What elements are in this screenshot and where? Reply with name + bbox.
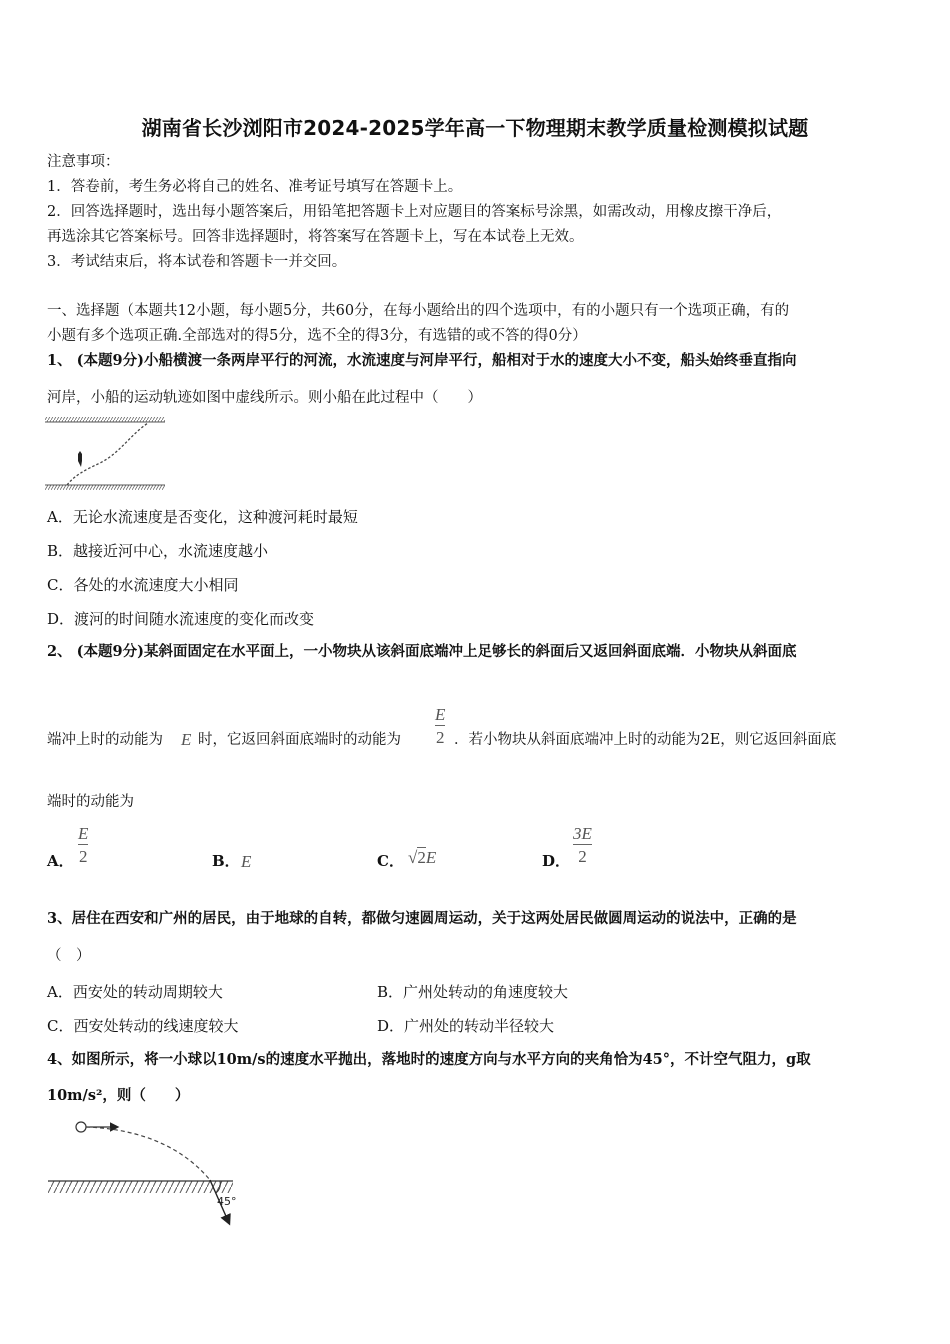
q2-option-b-label: B．: [212, 852, 240, 870]
question-2-text-b: 时，它返回斜面底端时的动能为: [198, 732, 401, 748]
bottom-bank: [45, 485, 165, 490]
boat-icon: [78, 451, 82, 467]
question-4-text-cont: 10m/s²，则（ ）: [47, 1087, 190, 1104]
question-1-text: 1、 (本题9分)小船横渡一条两岸平行的河流，水流速度与河岸平行，船相对于水的速度大小不变，船头始终垂直指向: [47, 352, 797, 369]
question-2-text-c: ．若小物块从斜面底端冲上时的动能为2E，则它返回斜面底: [454, 732, 837, 748]
question-1-text-cont: 河岸，小船的运动轨迹如图中虚线所示。则小船在此过程中（ ）: [47, 390, 482, 406]
projectile-figure: [45, 1115, 240, 1235]
section-heading: 一、选择题（本题共12小题，每小题5分，共60分，在每小题给出的四个选项中，有的小题只有一个选项正确，有的: [47, 303, 790, 319]
radical-argument: 2: [417, 848, 426, 867]
q3-option-d: D．广州处的转动半径较大: [377, 1017, 555, 1035]
ground: [48, 1181, 233, 1193]
angle-label: 45°: [217, 1195, 237, 1208]
q2-option-b-value: E: [241, 852, 252, 871]
question-4-text: 4、如图所示，将一小球以10m/s的速度水平抛出，落地时的速度方向与水平方向的夹角恰为45°，不计空气阻力，g取: [47, 1051, 811, 1068]
option-d-denominator: 2: [578, 847, 587, 866]
radical-sign: √: [408, 848, 418, 867]
notice-item-3: 3．考试结束后，将本试卷和答题卡一并交回。: [47, 254, 347, 270]
q2-option-c-value: [408, 848, 436, 868]
q2-option-a-value: [78, 824, 88, 866]
q2-option-c-label: C．: [377, 852, 404, 870]
fraction-e-over-2: [435, 705, 445, 747]
q1-option-d: D．渡河的时间随水流速度的变化而改变: [47, 610, 315, 628]
q2-option-d-label: D．: [542, 852, 571, 870]
fraction-denominator: 2: [435, 728, 445, 747]
question-3-text: 3、居住在西安和广州的居民，由于地球的自转，都做匀速圆周运动，关于这两处居民做圆周运动的说法中，正确的是: [47, 910, 797, 927]
notice-heading: 注意事项：: [47, 154, 120, 170]
ball-icon: [76, 1122, 86, 1132]
option-a-denominator: 2: [78, 847, 88, 866]
notice-item-1: 1．答卷前，考生务必将自己的姓名、准考证号填写在答题卡上。: [47, 179, 463, 195]
question-2-text-cont: 端时的动能为: [47, 794, 134, 810]
fraction-numerator: E: [435, 705, 446, 724]
q1-option-c: C．各处的水流速度大小相同: [47, 576, 239, 594]
notice-item-2: 2．回答选择题时，选出每小题答案后，用铅笔把答题卡上对应题目的答案标号涂黑，如需改动，用橡皮擦干净后，: [47, 204, 782, 220]
section-heading-cont: 小题有多个选项正确.全部选对的得5分，选不全的得3分，有选错的或不答的得0分）: [47, 328, 587, 344]
trajectory-path: [86, 1127, 210, 1180]
radical-multiplier: E: [425, 848, 437, 867]
q1-option-a: A．无论水流速度是否变化，这种渡河耗时最短: [47, 508, 358, 526]
q3-option-b: B．广州处转动的角速度较大: [377, 983, 569, 1001]
question-2-text-a: 端冲上时的动能为: [47, 732, 163, 748]
q1-option-b: B．越接近河中心，水流速度越小: [47, 542, 269, 560]
question-3-text-cont: （ ）: [47, 948, 91, 964]
question-2-text: 2、 (本题9分)某斜面固定在水平面上，一小物块从该斜面底端冲上足够长的斜面后又返回斜面底端．小物块从斜面底: [47, 643, 797, 660]
river-boat-figure: [45, 415, 170, 495]
top-bank: [45, 417, 165, 422]
option-a-numerator: E: [78, 824, 89, 843]
q2-option-d-value: [573, 824, 592, 866]
notice-item-2-cont: 再选涂其它答案标号。回答非选择题时，将答案写在答题卡上，写在本试卷上无效。: [47, 229, 584, 245]
option-d-numerator: 3E: [573, 824, 592, 843]
q3-option-a: A．西安处的转动周期较大: [47, 983, 223, 1001]
q3-option-c: C．西安处转动的线速度较大: [47, 1017, 239, 1035]
q2-option-a-label: A．: [47, 852, 74, 870]
page-title: 湖南省长沙浏阳市2024-2025学年高一下物理期末教学质量检测模拟试题: [141, 116, 809, 140]
energy-symbol: E: [181, 730, 192, 749]
